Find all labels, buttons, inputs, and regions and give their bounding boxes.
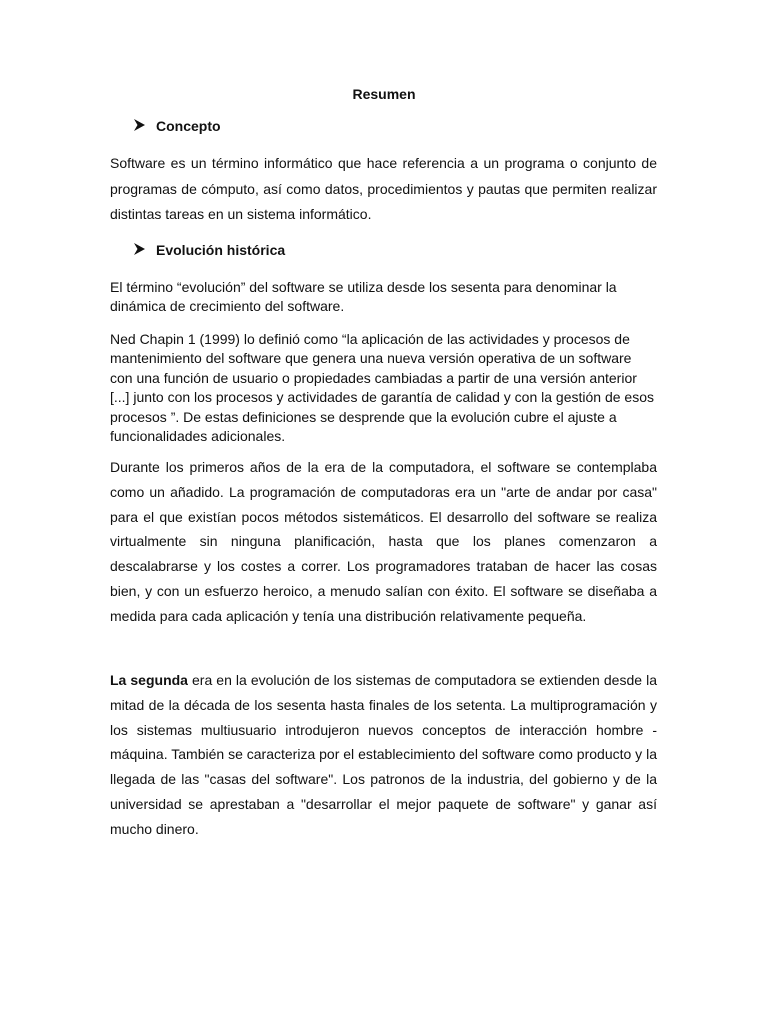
document-title: Resumen [352,86,416,102]
arrowhead-bullet-icon [134,119,156,133]
paragraph-body-text: era en la evolución de los sistemas de computadora se extienden desde la mitad de la década de los sesenta hasta finales de los setenta. La multiprogramación y los sistemas multiusuario introdujeron nuevos conceptos de interacción hombre - máquina. También se caracteriza por el establecimiento del software como producto y la llegada de las "casas del software". Los patronos de la industria, del gobierno y de la universidad se aprestaban a "desarrollar el mejor paquete de software" y ganar así mucho dinero. [110,672,657,837]
paragraph-segunda-era [110,668,657,842]
bold-lead-text: La segunda [110,672,188,688]
paragraph-concepto: Software es un término informático que hace referencia a un programa o conjunto de programas de cómputo, así como datos, procedimientos y pautas que permiten realizar distintas tareas en un sistema informático. [110,155,657,223]
paragraph-ned-chapin: Ned Chapin 1 (1999) lo definió como “la aplicación de las actividades y procesos de mantenimiento del software que genera una nueva versión operativa de un software con una función de usuario o propiedades cambiadas a partir de una versión anterior [...] junto con los procesos y actividades de garantía de calidad y con la gestión de esos procesos ”. De estas definiciones se desprende que la evolución cubre el ajuste a funcionalidades adicionales. [110,331,654,445]
section-heading-label: Evolución histórica [156,242,286,258]
section-heading-label: Concepto [156,118,221,134]
section-heading-concepto [134,118,221,134]
paragraph-evolucion-intro: El término “evolución” del software se utiliza desde los sesenta para denominar la dinámica de crecimiento del software. [110,279,617,315]
paragraph-primera-era: Durante los primeros años de la era de la computadora, el software se contemplaba como un añadido. La programación de computadoras era un "arte de andar por casa" para el que existían pocos métodos sistemáticos. El desarrollo del software se realiza virtualmente sin ninguna planificación, hasta que los planes comenzaron a descalabrarse y los costes a correr. Los programadores trataban de hacer las cosas bien, y con un esfuerzo heroico, a menudo salían con éxito. El software se diseñaba a medida para cada aplicación y tenía una distribución relativamente pequeña. [110,459,657,624]
section-heading-evolucion [134,242,285,258]
arrowhead-bullet-icon [134,243,156,257]
